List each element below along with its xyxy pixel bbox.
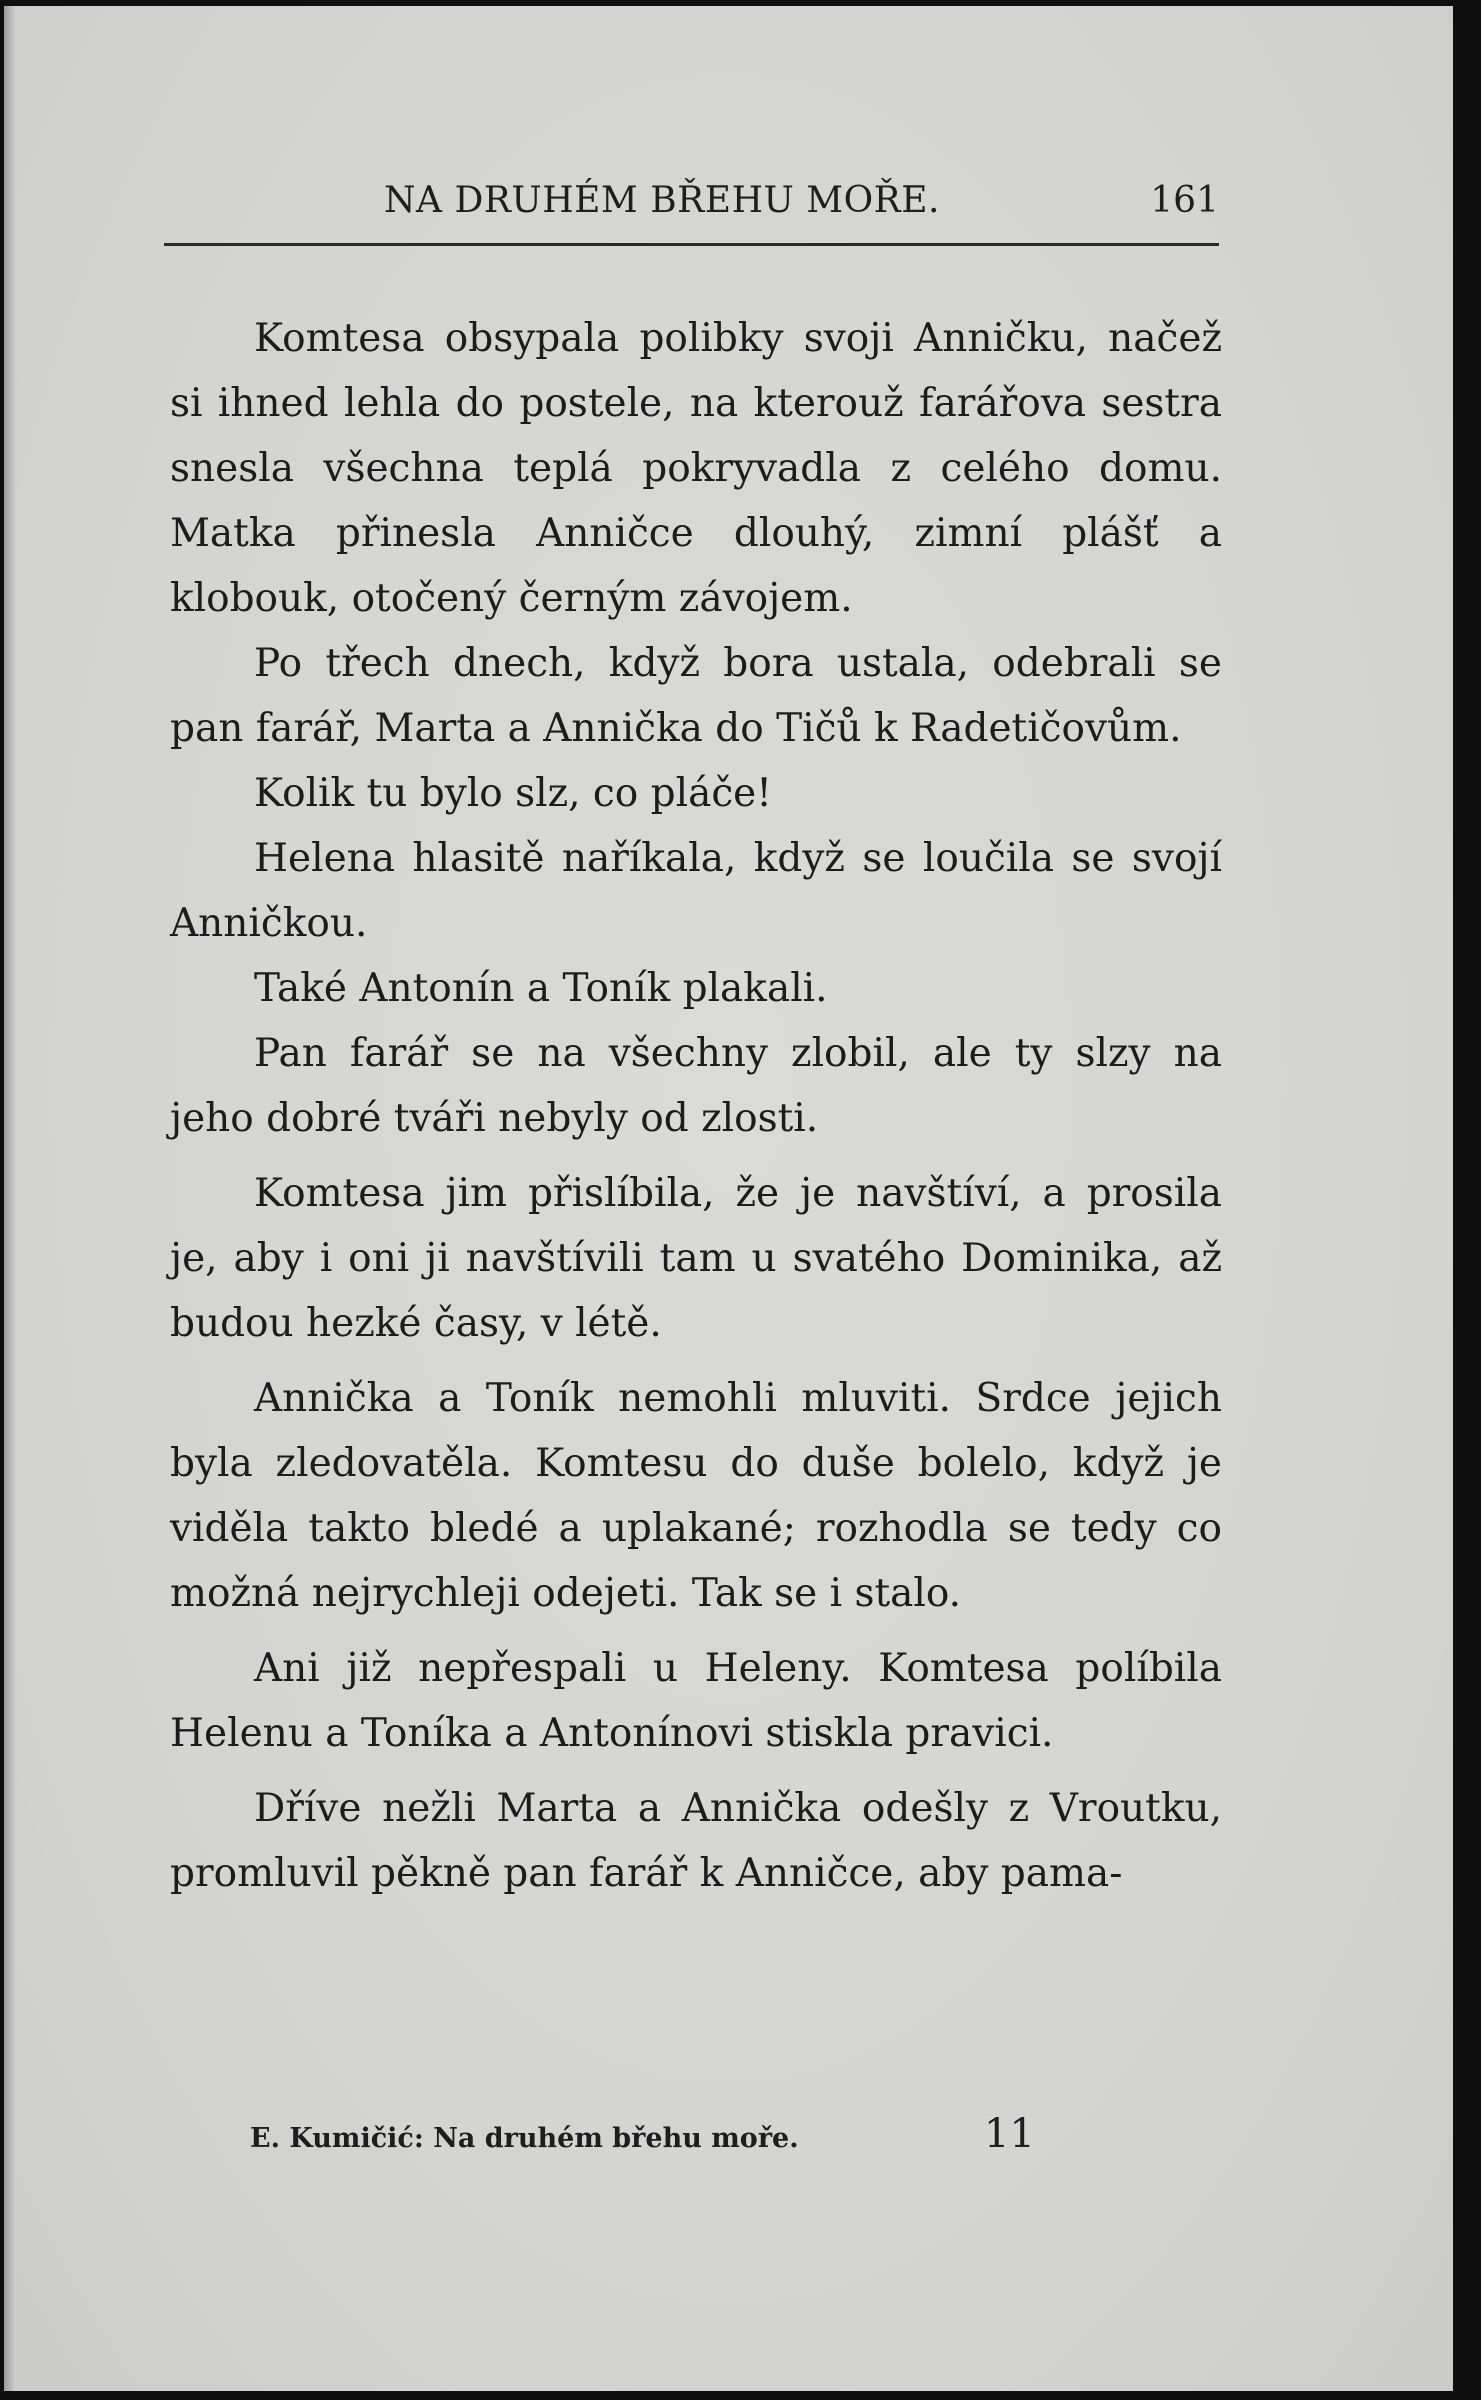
paragraph: Kolik tu bylo slz, co pláče! <box>254 771 772 816</box>
book-page <box>4 6 1453 2391</box>
paragraph: Pan farář se na všechny zlobil, ale ty slzy na jeho dobré tváři nebyly od zlosti. <box>170 1031 1222 1141</box>
binding-edge <box>4 6 16 2391</box>
signature-number: 11 <box>984 2111 1035 2157</box>
paragraph: Komtesa obsypala polibky svoji Anničku, načež si ihned lehla do postele, na kterouž farářova sestra snesla všechna teplá pokryvadla z celého domu. Matka přinesla Anničce dlouhý, zimní plášť a klobouk, otočený černým závojem. <box>170 316 1222 621</box>
header-rule <box>164 243 1219 246</box>
signature-line: E. Kumičić: Na druhém břehu moře. <box>250 2123 799 2154</box>
running-title: NA DRUHÉM BŘEHU MOŘE. <box>384 180 940 221</box>
paragraph: Také Antonín a Toník plakali. <box>254 966 828 1011</box>
paragraph: Helena hlasitě naříkala, když se loučila se svojí Anničkou. <box>170 836 1222 946</box>
page-number: 161 <box>1150 180 1219 221</box>
paragraph: Dříve nežli Marta a Annička odešly z Vroutku, promluvil pěkně pan farář k Anničce, aby pama- <box>170 1786 1222 1896</box>
body-text <box>170 306 1222 1906</box>
paragraph: Annička a Toník nemohli mluviti. Srdce jejich byla zledovatěla. Komtesu do duše bolelo, když je viděla takto bledé a uplakané; rozhodla se tedy co možná nejrychleji odejeti. Tak se i stalo. <box>170 1376 1222 1616</box>
page-header <box>164 176 1219 236</box>
paragraph: Ani již nepřespali u Heleny. Komtesa políbila Helenu a Toníka a Antonínovi stiskla pravici. <box>170 1646 1222 1756</box>
paragraph: Komtesa jim přislíbila, že je navštíví, a prosila je, aby i oni ji navštívili tam u svatého Dominika, až budou hezké časy, v létě. <box>170 1171 1222 1346</box>
paragraph: Po třech dnech, když bora ustala, odebrali se pan farář, Marta a Annička do Tičů k Radetičovům. <box>170 641 1222 751</box>
